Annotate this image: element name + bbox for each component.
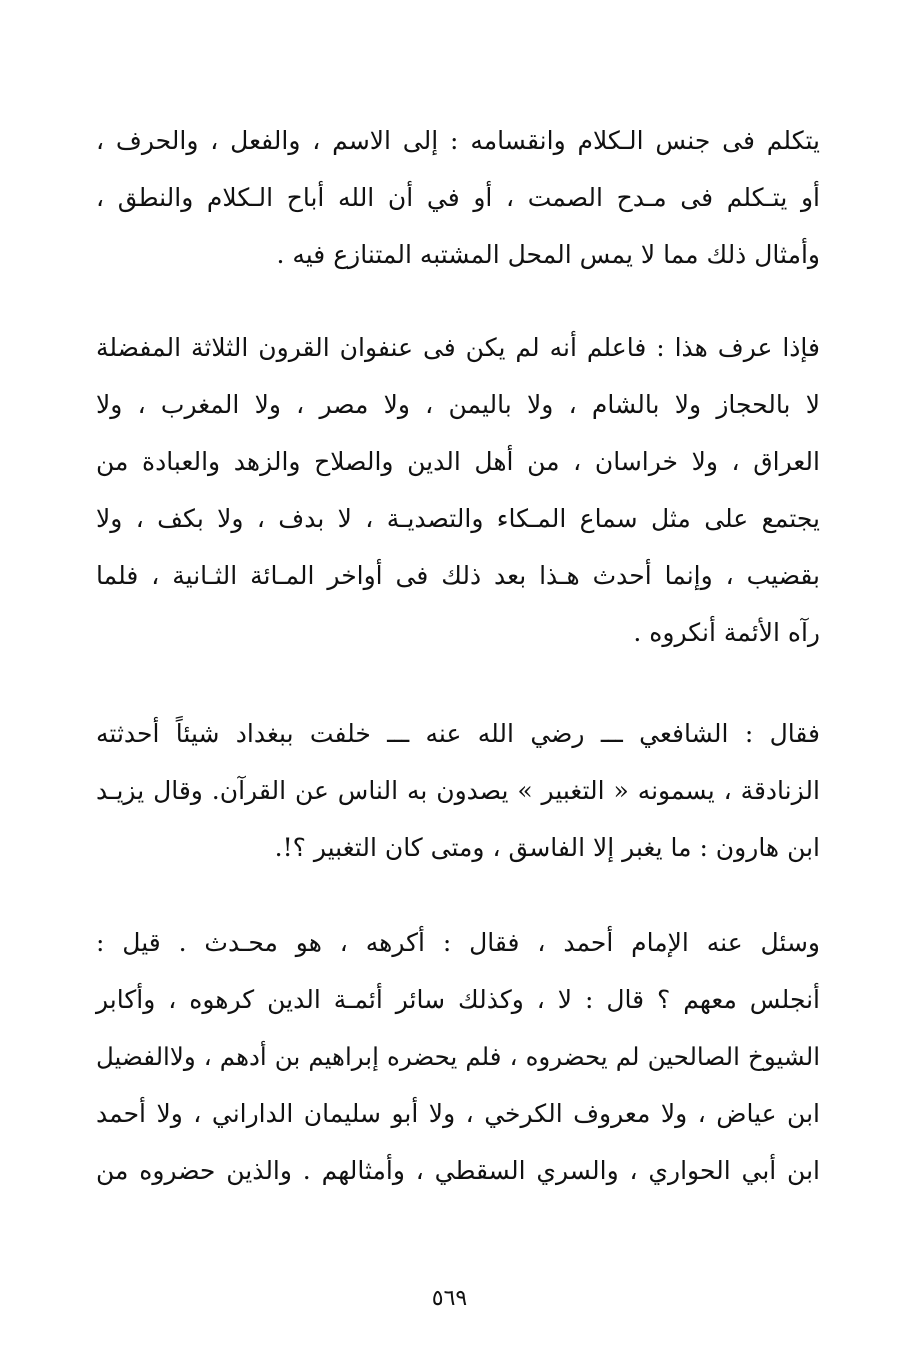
text-line: الشيوخ الصالحين لم يحضروه ، فلم يحضره إبراهيم بن أدهم ، ولاالفضيل bbox=[96, 1042, 820, 1071]
text-line: أو يتـكلم فى مـدح الصمت ، أو في أن الله أباح الـكلام والنطق ، bbox=[96, 183, 820, 212]
paragraph-4 bbox=[96, 914, 820, 1199]
page-number: ٥٦٩ bbox=[431, 1286, 468, 1311]
text-line: الزنادقة ، يسمونه « التغبير » يصدون به الناس عن القرآن. وقال يزيـد bbox=[96, 776, 820, 805]
text-line: ابن عياض ، ولا معروف الكرخي ، ولا أبو سليمان الداراني ، ولا أحمد bbox=[96, 1099, 820, 1128]
text-line: العراق ، ولا خراسان ، من أهل الدين والصلاح والزهد والعبادة من bbox=[96, 447, 820, 476]
text-line: يجتمع على مثل سماع المـكاء والتصديـة ، لا بدف ، ولا بكف ، ولا bbox=[96, 504, 820, 533]
text-line: ابن أبي الحواري ، والسري السقطي ، وأمثالهم . والذين حضروه من bbox=[96, 1156, 820, 1185]
text-line: بقضيب ، وإنما أحدث هـذا بعد ذلك فى أواخر المـائة الثـانية ، فلما bbox=[96, 561, 820, 590]
text-line: فإذا عرف هذا : فاعلم أنه لم يكن فى عنفوان القرون الثلاثة المفضلة bbox=[96, 333, 820, 362]
text-line: وسئل عنه الإمام أحمد ، فقال : أكرهه ، هو محـدث . قيل : bbox=[96, 928, 820, 957]
text-line: رآه الأئمة أنكروه . bbox=[633, 618, 820, 647]
body-text bbox=[96, 112, 820, 1199]
text-line: فقال : الشافعي ـــ رضي الله عنه ـــ خلفت ببغداد شيئاً أحدثته bbox=[96, 719, 820, 748]
text-line: أنجلس معهم ؟ قال : لا ، وكذلك سائر أئمـة الدين كرهوه ، وأكابر bbox=[96, 985, 820, 1014]
text-line: ابن هارون : ما يغبر إلا الفاسق ، ومتى كان التغبير ؟!. bbox=[274, 833, 820, 862]
text-line: لا بالحجاز ولا بالشام ، ولا باليمن ، ولا مصر ، ولا المغرب ، ولا bbox=[96, 390, 820, 419]
text-line: وأمثال ذلك مما لا يمس المحل المشتبه المتنازع فيه . bbox=[276, 240, 820, 269]
paragraph-2 bbox=[96, 319, 820, 661]
text-line: يتكلم فى جنس الـكلام وانقسامه : إلى الاسم ، والفعل ، والحرف ، bbox=[96, 126, 820, 155]
paragraph-1 bbox=[96, 112, 820, 283]
paragraph-3 bbox=[96, 705, 820, 876]
